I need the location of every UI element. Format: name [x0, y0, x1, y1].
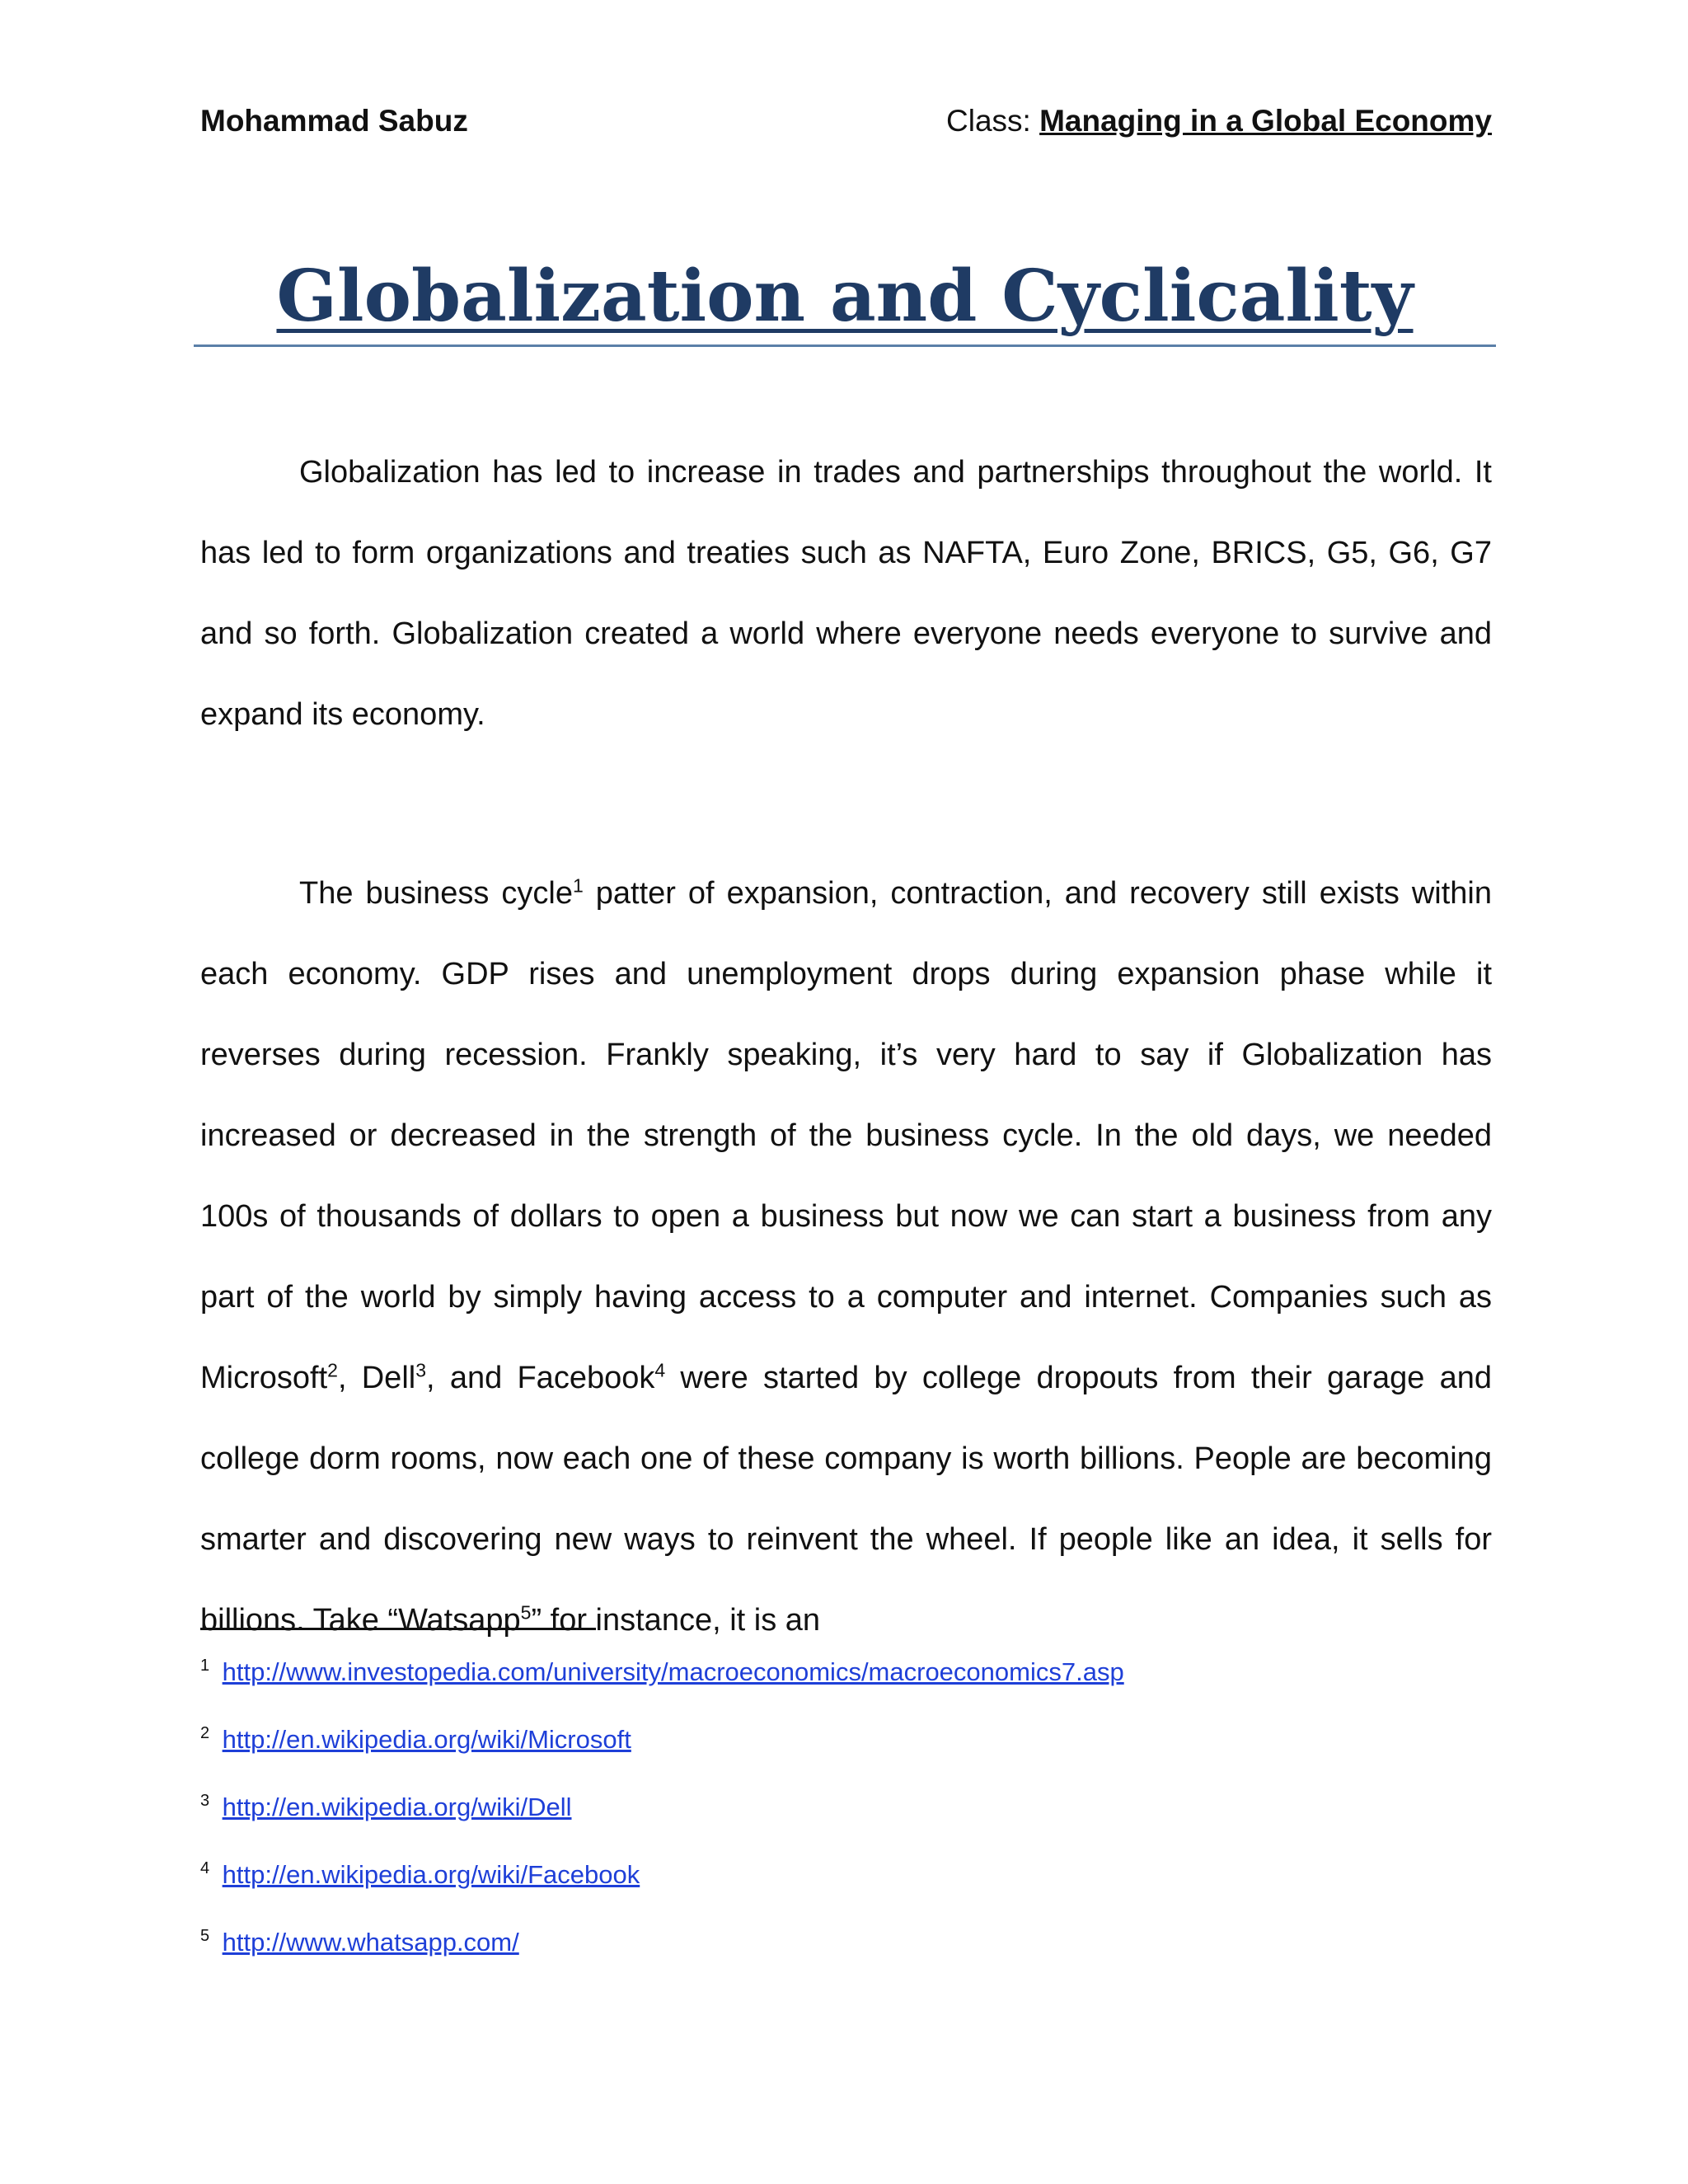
footnote-ref-2: 2: [327, 1359, 338, 1381]
class-label: Class:: [946, 104, 1040, 138]
paragraph-2-text: , and Facebook: [426, 1361, 655, 1395]
footnote-number: 3: [200, 1792, 210, 1810]
paragraph-2-text: The business cycle: [299, 876, 573, 911]
class-info: [946, 101, 1492, 142]
footnote-5: [200, 1915, 1437, 1982]
footnote-link-microsoft[interactable]: http://en.wikipedia.org/wiki/Microsoft: [222, 1725, 631, 1754]
footnote-link-facebook[interactable]: http://en.wikipedia.org/wiki/Facebook: [222, 1860, 640, 1889]
paragraph-2: [200, 853, 1492, 1661]
footnote-1: [200, 1644, 1437, 1712]
paragraph-2-text: were started by college dropouts from their garage and college dorm rooms, now each one of these company is worth billions. People are becoming smarter and discovering new ways to reinvent the wheel. If people like an idea, it sells for billions. Take “Watsapp: [200, 1361, 1493, 1638]
footnote-3: [200, 1779, 1437, 1847]
footnote-ref-5: 5: [520, 1601, 532, 1624]
footnote-number: 1: [200, 1657, 210, 1675]
footnote-ref-3: 3: [415, 1359, 427, 1381]
footnote-4: [200, 1847, 1437, 1915]
paragraph-2-text: , Dell: [337, 1361, 416, 1395]
footnote-number: 2: [200, 1724, 210, 1742]
footnote-number: 5: [200, 1927, 210, 1945]
footnote-number: 4: [200, 1859, 210, 1877]
paragraph-1: Globalization has led to increase in trades and partnerships throughout the world. It has led to form organizations and treaties such as NAFTA, Euro Zone, BRICS, G5, G6, G7 and so forth. Globalization created a world where everyone needs everyone to survive and expand its economy.: [200, 455, 1492, 732]
footnote-link-whatsapp[interactable]: http://www.whatsapp.com/: [222, 1928, 519, 1957]
page-header: [200, 101, 1492, 142]
footnote-2: [200, 1712, 1437, 1779]
paragraph-2-text: patter of expansion, contraction, and recovery still exists within each economy. GDP rises and unemployment drops during expansion phase while it reverses during recession. Frankly speaking, it’s very hard to say if Globalization has increased or decreased in the strength of the business cycle. In the old days, we needed 100s of thousands of dollars to open a business but now we can start a business from any part of the world by simply having access to a computer and internet. Companies such as Microsoft: [200, 876, 1492, 1395]
paragraph-2-text: ” for instance, it is an: [531, 1603, 821, 1638]
footnote-ref-4: 4: [654, 1359, 666, 1381]
footnote-link-dell[interactable]: http://en.wikipedia.org/wiki/Dell: [222, 1793, 572, 1821]
footnote-link-investopedia[interactable]: http://www.investopedia.com/university/macroeconomics/macroeconomics7.asp: [222, 1657, 1124, 1686]
class-name: Managing in a Global Economy: [1039, 104, 1492, 138]
author-name: Mohammad Sabuz: [200, 104, 468, 138]
footnote-separator: [200, 1628, 596, 1630]
footnote-ref-1: 1: [573, 874, 584, 897]
footnote-list: [200, 1644, 1437, 1982]
title-divider: [194, 344, 1496, 347]
document-title: Globalization and Cyclicality: [276, 255, 1414, 338]
